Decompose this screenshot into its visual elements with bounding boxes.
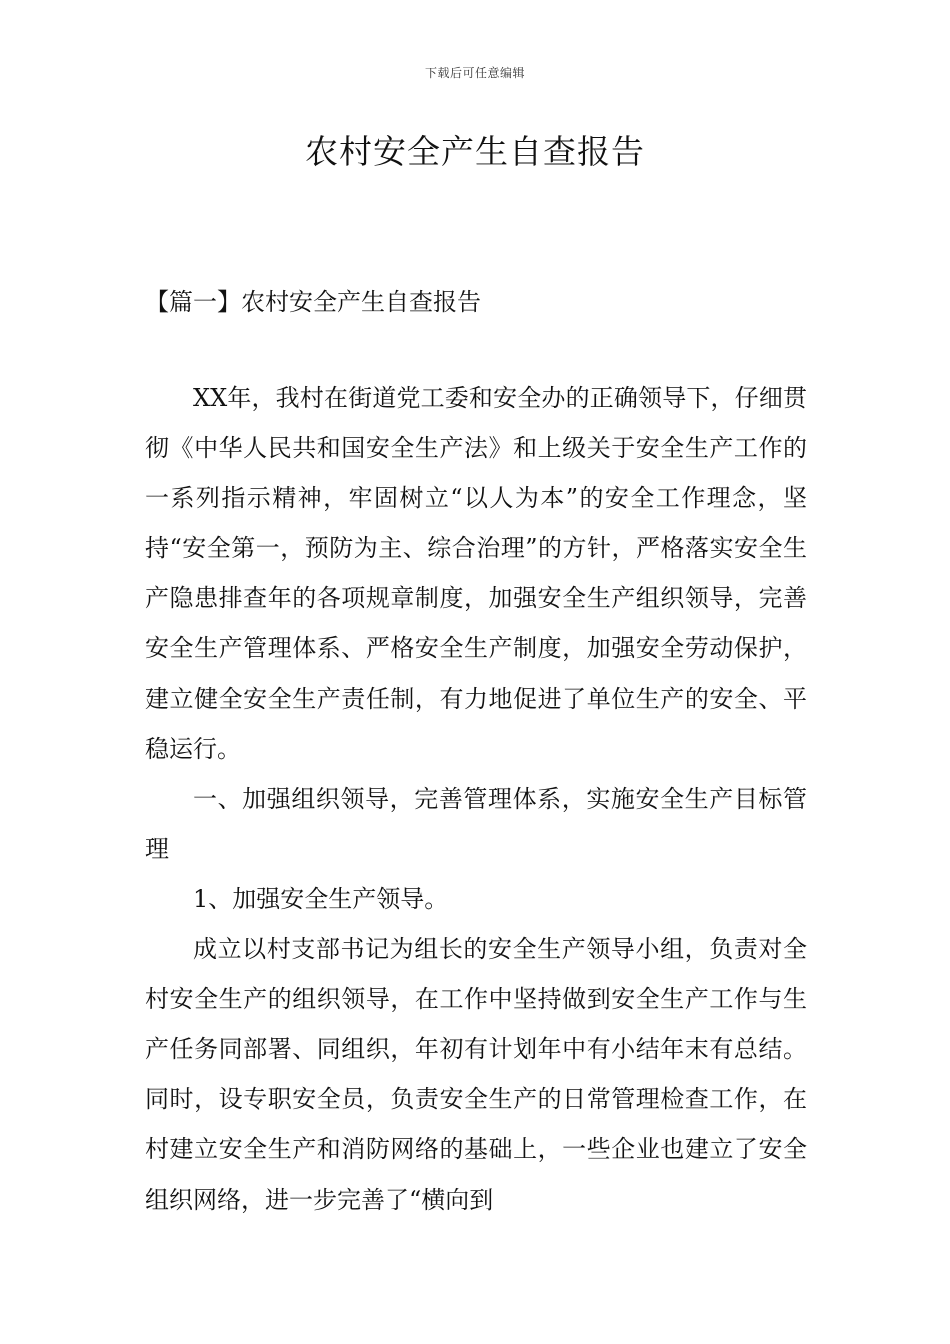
body-text xyxy=(145,373,807,1225)
paragraph-leadership: 成立以村支部书记为组长的安全生产领导小组，负责对全村安全生产的组织领导，在工作中坚持做到安全生产工作与生产任务同部署、同组织，年初有计划年中有小结年末有总结。同时，设专职安全员，负责安全生产的日常管理检查工作，在村建立安全生产和消防网络的基础上，一些企业也建立了安全组织网络，进一步完善了“横向到 xyxy=(145,935,807,1214)
paragraph-subheading-one: 1、加强安全生产领导。 xyxy=(193,884,449,913)
paragraph-intro: XX年，我村在街道党工委和安全办的正确领导下，仔细贯彻《中华人民共和国安全生产法》和上级关于安全生产工作的一系列指示精神，牢固树立“以人为本”的安全工作理念，坚持“安全第一，预防为主、综合治理”的方针，严格落实安全生产隐患排查年的各项规章制度，加强安全生产组织领导，完善安全生产管理体系、严格安全生产制度，加强安全劳动保护，建立健全安全生产责任制，有力地促进了单位生产的安全、平稳运行。 xyxy=(145,384,807,763)
paragraph-heading-one: 一、加强组织领导，完善管理体系，实施安全生产目标管理 xyxy=(145,784,807,863)
section-heading: 【篇一】农村安全产生自查报告 xyxy=(145,288,481,316)
document-title: 农村安全产生自查报告 xyxy=(305,132,645,171)
header-note: 下载后可任意编辑 xyxy=(424,66,525,80)
